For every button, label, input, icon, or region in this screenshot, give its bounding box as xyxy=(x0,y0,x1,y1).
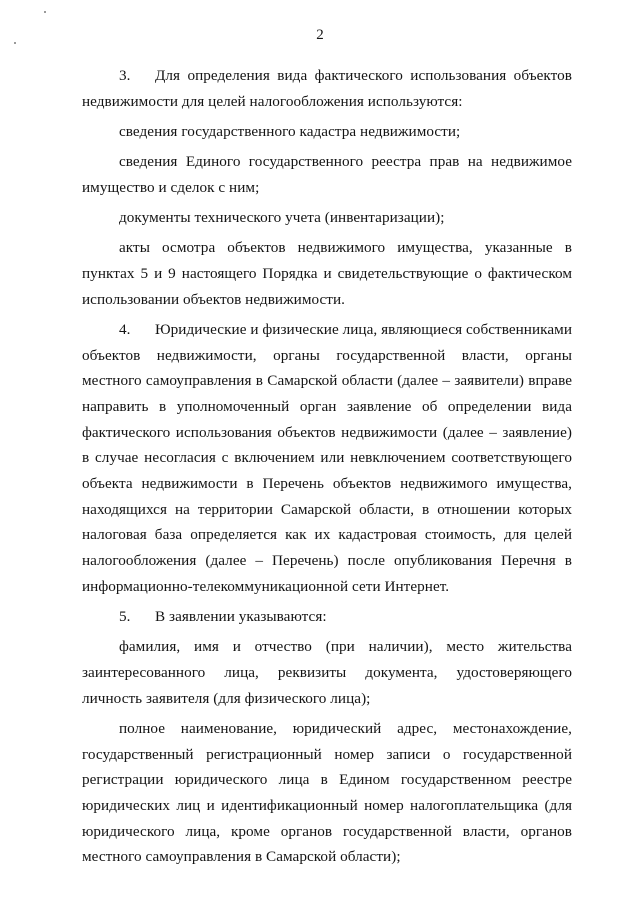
list-item: сведения государственного кадастра недвижимости; xyxy=(119,122,461,140)
list-item: документы технического учета (инвентаризации); xyxy=(119,209,445,227)
document-body xyxy=(82,63,572,875)
scan-speck xyxy=(44,11,46,13)
page-number: 2 xyxy=(316,27,324,43)
paragraph-text: Для определения вида фактического использования объектов недвижимости для целей налогообложения используются: xyxy=(82,67,572,110)
paragraph-number: 5. xyxy=(119,608,131,626)
list-item: акты осмотра объектов недвижимого имущества, указанные в пунктах 5 и 9 настоящего Порядка и свидетельствующие о фактическом использовании объектов недвижимости. xyxy=(82,239,572,308)
paragraph-5 xyxy=(82,604,572,630)
paragraph-3 xyxy=(82,63,572,114)
list-item: полное наименование, юридический адрес, местонахождение, государственный регистрационный номер записи о государственной регистрации юридического лица в Едином государственном реестре юридических лиц и идентификационный номер налогоплательщика (для юридического лица, кроме органов государственной власти, органов местного самоуправления в Самарской области); xyxy=(82,719,572,866)
list-item: сведения Единого государственного реестра прав на недвижимое имущество и сделок с ним; xyxy=(82,153,572,196)
paragraph-text: Юридические и физические лица, являющиеся собственниками объектов недвижимости, органы государственной власти, органы местного самоуправления в Самарской области (далее – заявители) вправе направить в уполномоченный орган заявление об определении вида фактического использования объектов недвижимости (далее – заявление) в случае несогласия с включением или невключением соответствующего объекта недвижимости в Перечень объектов недвижимого имущества, находящихся на территории Самарской области, в отношении которых налоговая база определяется как их кадастровая стоимость, для целей налогообложения (далее – Перечень) после опубликования Перечня в информационно-телекоммуникационной сети Интернет. xyxy=(82,320,572,595)
paragraph-text: В заявлении указываются: xyxy=(155,608,327,626)
list-item: фамилия, имя и отчество (при наличии), место жительства заинтересованного лица, реквизиты документа, удостоверяющего личность заявителя (для физического лица); xyxy=(82,638,572,707)
paragraph-4 xyxy=(82,317,572,600)
paragraph-number: 4. xyxy=(119,320,131,338)
paragraph-number: 3. xyxy=(119,67,131,84)
